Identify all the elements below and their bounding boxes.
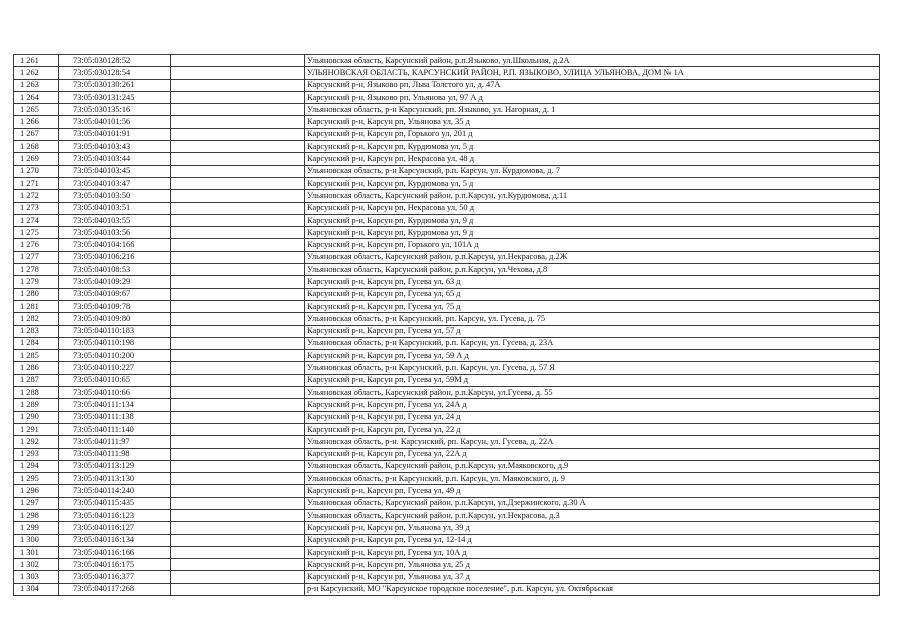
address-cell: Карсунский р-н, Карсун рп, Гусева ул, 65 д [305, 288, 880, 300]
table-row [14, 55, 880, 67]
cadastral-number-cell: 73:05:040110:200 [59, 350, 171, 362]
row-number-cell: 1 295 [14, 473, 59, 485]
row-number-cell: 1 265 [14, 104, 59, 116]
empty-cell [171, 227, 305, 239]
table-row [14, 67, 880, 79]
table-row [14, 104, 880, 116]
cadastral-number-cell: 73:05:040109:78 [59, 300, 171, 312]
empty-cell [171, 165, 305, 177]
empty-cell [171, 436, 305, 448]
registry-table-body [14, 55, 880, 596]
address-cell: Карсунский р-н, Карсун рп, Гусева ул, 24 д [305, 411, 880, 423]
table-row [14, 165, 880, 177]
row-number-cell: 1 278 [14, 264, 59, 276]
row-number-cell: 1 293 [14, 448, 59, 460]
empty-cell [171, 571, 305, 583]
address-cell: Ульяновская область, Карсунский район, р.п.Карсун, ул.Курдюмова, д.11 [305, 190, 880, 202]
empty-cell [171, 128, 305, 140]
table-row [14, 559, 880, 571]
cadastral-number-cell: 73:05:030130:261 [59, 79, 171, 91]
cadastral-number-cell: 73:05:040110:65 [59, 374, 171, 386]
empty-cell [171, 387, 305, 399]
cadastral-number-cell: 73:05:030128:54 [59, 67, 171, 79]
cadastral-number-cell: 73:05:040115:435 [59, 497, 171, 509]
row-number-cell: 1 281 [14, 300, 59, 312]
cadastral-number-cell: 73:05:040109:29 [59, 276, 171, 288]
row-number-cell: 1 290 [14, 411, 59, 423]
table-row [14, 116, 880, 128]
empty-cell [171, 460, 305, 472]
empty-cell [171, 485, 305, 497]
address-cell: Ульяновская область, р-н Карсунский, рп. Языково, ул. Нагорная, д. 1 [305, 104, 880, 116]
cadastral-number-cell: 73:05:040110:198 [59, 337, 171, 349]
cadastral-number-cell: 73:05:040110:183 [59, 325, 171, 337]
cadastral-number-cell: 73:05:040103:44 [59, 153, 171, 165]
table-row [14, 448, 880, 460]
address-cell: Карсунский р-н, Карсун рп, Гусева ул, 63 д [305, 276, 880, 288]
address-cell: Карсунский р-н, Карсун рп, Горького ул, 201 д [305, 128, 880, 140]
table-row [14, 128, 880, 140]
row-number-cell: 1 302 [14, 559, 59, 571]
cadastral-number-cell: 73:05:040106:216 [59, 251, 171, 263]
cadastral-number-cell: 73:05:040110:66 [59, 387, 171, 399]
row-number-cell: 1 272 [14, 190, 59, 202]
address-cell: Карсунский р-н, Карсун рп, Гусева ул, 75 д [305, 300, 880, 312]
row-number-cell: 1 292 [14, 436, 59, 448]
row-number-cell: 1 301 [14, 546, 59, 558]
table-row [14, 485, 880, 497]
empty-cell [171, 411, 305, 423]
row-number-cell: 1 267 [14, 128, 59, 140]
address-cell: Ульяновская область, р-н Карсунский, р.п. Карсун, ул. Гусева, д. 23А [305, 337, 880, 349]
row-number-cell: 1 300 [14, 534, 59, 546]
row-number-cell: 1 296 [14, 485, 59, 497]
row-number-cell: 1 263 [14, 79, 59, 91]
table-row [14, 473, 880, 485]
address-cell: Карсунский р-н, Карсун рп, Гусева ул, 59 А д [305, 350, 880, 362]
row-number-cell: 1 283 [14, 325, 59, 337]
empty-cell [171, 79, 305, 91]
table-row [14, 214, 880, 226]
address-cell: Ульяновская область, р-н Карсунский, рп. Карсун, ул. Гусева, д. 75 [305, 313, 880, 325]
cadastral-number-cell: 73:05:040101:91 [59, 128, 171, 140]
empty-cell [171, 300, 305, 312]
row-number-cell: 1 286 [14, 362, 59, 374]
address-cell: Карсунский р-н, Карсун рп, Гусева ул, 57 д [305, 325, 880, 337]
cadastral-number-cell: 73:05:040114:240 [59, 485, 171, 497]
address-cell: Карсунский р-н, Карсун рп, Некрасова ул, 48 д [305, 153, 880, 165]
cadastral-number-cell: 73:05:040116:166 [59, 546, 171, 558]
empty-cell [171, 362, 305, 374]
address-cell: Карсунский р-н, Карсун рп, Курдюмова ул, 5 д [305, 141, 880, 153]
row-number-cell: 1 289 [14, 399, 59, 411]
table-row [14, 79, 880, 91]
row-number-cell: 1 262 [14, 67, 59, 79]
table-row [14, 460, 880, 472]
row-number-cell: 1 270 [14, 165, 59, 177]
empty-cell [171, 153, 305, 165]
row-number-cell: 1 304 [14, 583, 59, 595]
address-cell: Ульяновская область, Карсунский район, р.п.Карсун, ул.Чехова, д.8 [305, 264, 880, 276]
table-row [14, 227, 880, 239]
cadastral-number-cell: 73:05:040111:138 [59, 411, 171, 423]
address-cell: р-н Карсунский, МО "Карсунское городское поселение", р.п. Карсун, ул. Октябрьская [305, 583, 880, 595]
address-cell: Карсунский р-н, Языково рп, Ульянова ул, 97 А д [305, 91, 880, 103]
table-row [14, 337, 880, 349]
cadastral-number-cell: 73:05:040103:55 [59, 214, 171, 226]
row-number-cell: 1 285 [14, 350, 59, 362]
row-number-cell: 1 294 [14, 460, 59, 472]
address-cell: Карсунский р-н, Карсун рп, Курдюмова ул, 5 д [305, 177, 880, 189]
table-row [14, 374, 880, 386]
table-row [14, 190, 880, 202]
table-row [14, 264, 880, 276]
empty-cell [171, 325, 305, 337]
cadastral-number-cell: 73:05:040103:50 [59, 190, 171, 202]
row-number-cell: 1 287 [14, 374, 59, 386]
empty-cell [171, 190, 305, 202]
cadastral-number-cell: 73:05:040103:56 [59, 227, 171, 239]
address-cell: Ульяновская область, Карсунский район, р.п.Языково, ул.Школьная, д.2А [305, 55, 880, 67]
table-row [14, 350, 880, 362]
cadastral-number-cell: 73:05:030135:16 [59, 104, 171, 116]
table-row [14, 141, 880, 153]
table-row [14, 202, 880, 214]
cadastral-number-cell: 73:05:040104:166 [59, 239, 171, 251]
empty-cell [171, 91, 305, 103]
address-cell: Карсунский р-н, Карсун рп, Некрасова ул, 50 д [305, 202, 880, 214]
table-row [14, 276, 880, 288]
empty-cell [171, 497, 305, 509]
table-row [14, 509, 880, 521]
cadastral-number-cell: 73:05:040103:51 [59, 202, 171, 214]
address-cell: Ульяновская область, р-н. Карсунский, рп. Карсун, ул. Гусева, д. 22А [305, 436, 880, 448]
cadastral-number-cell: 73:05:030131:245 [59, 91, 171, 103]
cadastral-number-cell: 73:05:040113:130 [59, 473, 171, 485]
row-number-cell: 1 266 [14, 116, 59, 128]
address-cell: Ульяновская область, р-н Карсунский, р.п. Карсун, ул. Маяковского, д. 9 [305, 473, 880, 485]
table-row [14, 522, 880, 534]
table-row [14, 436, 880, 448]
row-number-cell: 1 264 [14, 91, 59, 103]
cadastral-number-cell: 73:05:040116:127 [59, 522, 171, 534]
address-cell: Карсунский р-н, Карсун рп, Гусева ул, 22 д [305, 423, 880, 435]
empty-cell [171, 473, 305, 485]
address-cell: Карсунский р-н, Карсун рп, Курдюмова ул, 9 д [305, 214, 880, 226]
cadastral-number-cell: 73:05:040103:47 [59, 177, 171, 189]
table-row [14, 546, 880, 558]
empty-cell [171, 583, 305, 595]
cadastral-number-cell: 73:05:040117:268 [59, 583, 171, 595]
row-number-cell: 1 282 [14, 313, 59, 325]
table-row [14, 177, 880, 189]
row-number-cell: 1 279 [14, 276, 59, 288]
address-cell: Карсунский р-н, Карсун рп, Ульянова ул, 39 д [305, 522, 880, 534]
empty-cell [171, 350, 305, 362]
cadastral-number-cell: 73:05:040116:134 [59, 534, 171, 546]
cadastral-number-cell: 73:05:040116:175 [59, 559, 171, 571]
row-number-cell: 1 276 [14, 239, 59, 251]
cadastral-number-cell: 73:05:040113:129 [59, 460, 171, 472]
empty-cell [171, 423, 305, 435]
cadastral-number-cell: 73:05:040111:98 [59, 448, 171, 460]
empty-cell [171, 522, 305, 534]
cadastral-number-cell: 73:05:040110:227 [59, 362, 171, 374]
table-row [14, 534, 880, 546]
address-cell: Ульяновская область, р-н Карсунский, р.п. Карсун, ул. Гусева, д. 57 Я [305, 362, 880, 374]
table-row [14, 313, 880, 325]
table-row [14, 497, 880, 509]
table-row [14, 288, 880, 300]
empty-cell [171, 534, 305, 546]
address-cell: Ульяновская область, Карсунский район, р.п.Карсун, ул.Гусева, д. 55 [305, 387, 880, 399]
table-row [14, 387, 880, 399]
empty-cell [171, 509, 305, 521]
address-cell: Карсунский р-н, Карсун рп, Ульянова ул, 25 д [305, 559, 880, 571]
row-number-cell: 1 271 [14, 177, 59, 189]
address-cell: Карсунский р-н, Карсун рп, Гусева ул, 10А д [305, 546, 880, 558]
cadastral-number-cell: 73:05:040101:56 [59, 116, 171, 128]
table-row [14, 239, 880, 251]
empty-cell [171, 202, 305, 214]
empty-cell [171, 313, 305, 325]
row-number-cell: 1 299 [14, 522, 59, 534]
row-number-cell: 1 269 [14, 153, 59, 165]
empty-cell [171, 374, 305, 386]
empty-cell [171, 214, 305, 226]
table-row [14, 325, 880, 337]
row-number-cell: 1 275 [14, 227, 59, 239]
address-cell: Ульяновская область, Карсунский район, р.п.Карсун, ул.Некрасова, д.3 [305, 509, 880, 521]
row-number-cell: 1 288 [14, 387, 59, 399]
table-row [14, 153, 880, 165]
table-row [14, 300, 880, 312]
address-cell: Карсунский р-н, Карсун рп, Ульянова ул, 37 д [305, 571, 880, 583]
row-number-cell: 1 297 [14, 497, 59, 509]
address-cell: Карсунский р-н, Карсун рп, Горького ул, 101А д [305, 239, 880, 251]
address-cell: Ульяновская область, Карсунский район, р.п.Карсун, ул.Маяковского, д.9 [305, 460, 880, 472]
empty-cell [171, 239, 305, 251]
table-row [14, 91, 880, 103]
cadastral-number-cell: 73:05:040116:377 [59, 571, 171, 583]
empty-cell [171, 337, 305, 349]
empty-cell [171, 116, 305, 128]
address-cell: Карсунский р-н, Языково рп, Льва Толстого ул, д. 47А [305, 79, 880, 91]
row-number-cell: 1 273 [14, 202, 59, 214]
address-cell: Карсунский р-н, Карсун рп, Гусева ул, 59М д [305, 374, 880, 386]
cadastral-number-cell: 73:05:040111:134 [59, 399, 171, 411]
empty-cell [171, 177, 305, 189]
cadastral-number-cell: 73:05:040116:123 [59, 509, 171, 521]
address-cell: Ульяновская область, р-н Карсунский, р.п. Карсун, ул. Курдюмова, д. 7 [305, 165, 880, 177]
cadastral-number-cell: 73:05:040103:45 [59, 165, 171, 177]
address-cell: Карсунский р-н, Карсун рп, Гусева ул, 22А д [305, 448, 880, 460]
empty-cell [171, 104, 305, 116]
cadastral-number-cell: 73:05:040111:97 [59, 436, 171, 448]
row-number-cell: 1 284 [14, 337, 59, 349]
address-cell: Карсунский р-н, Карсун рп, Гусева ул, 49 д [305, 485, 880, 497]
empty-cell [171, 559, 305, 571]
table-row [14, 423, 880, 435]
row-number-cell: 1 298 [14, 509, 59, 521]
table-row [14, 583, 880, 595]
empty-cell [171, 288, 305, 300]
address-cell: Карсунский р-н, Карсун рп, Курдюмова ул, 9 д [305, 227, 880, 239]
table-row [14, 251, 880, 263]
cadastral-number-cell: 73:05:040108:53 [59, 264, 171, 276]
row-number-cell: 1 280 [14, 288, 59, 300]
empty-cell [171, 448, 305, 460]
address-cell: УЛЬЯНОВСКАЯ ОБЛАСТЬ, КАРСУНСКИЙ РАЙОН, Р.П. ЯЗЫКОВО, УЛИЦА УЛЬЯНОВА, ДОМ № 1А [305, 67, 880, 79]
empty-cell [171, 399, 305, 411]
empty-cell [171, 546, 305, 558]
empty-cell [171, 251, 305, 263]
address-cell: Карсунский р-н, Карсун рп, Гусева ул, 12-14 д [305, 534, 880, 546]
empty-cell [171, 55, 305, 67]
cadastral-number-cell: 73:05:030128:52 [59, 55, 171, 67]
row-number-cell: 1 277 [14, 251, 59, 263]
table-row [14, 362, 880, 374]
row-number-cell: 1 274 [14, 214, 59, 226]
address-cell: Карсунский р-н, Карсун рп, Ульянова ул, 35 д [305, 116, 880, 128]
empty-cell [171, 276, 305, 288]
empty-cell [171, 264, 305, 276]
cadastral-number-cell: 73:05:040103:43 [59, 141, 171, 153]
cadastral-number-cell: 73:05:040109:67 [59, 288, 171, 300]
table-row [14, 411, 880, 423]
registry-table [13, 54, 880, 596]
empty-cell [171, 67, 305, 79]
row-number-cell: 1 261 [14, 55, 59, 67]
address-cell: Ульяновская область, Карсунский район, р.п.Карсун, ул.Некрасова, д.2Ж [305, 251, 880, 263]
row-number-cell: 1 291 [14, 423, 59, 435]
row-number-cell: 1 268 [14, 141, 59, 153]
cadastral-number-cell: 73:05:040109:80 [59, 313, 171, 325]
table-row [14, 571, 880, 583]
address-cell: Ульяновская область, Карсунский район, р.п.Карсун, ул.Дзержинского, д.30 А [305, 497, 880, 509]
address-cell: Карсунский р-н, Карсун рп, Гусева ул, 24А д [305, 399, 880, 411]
table-row [14, 399, 880, 411]
empty-cell [171, 141, 305, 153]
row-number-cell: 1 303 [14, 571, 59, 583]
cadastral-number-cell: 73:05:040111:140 [59, 423, 171, 435]
